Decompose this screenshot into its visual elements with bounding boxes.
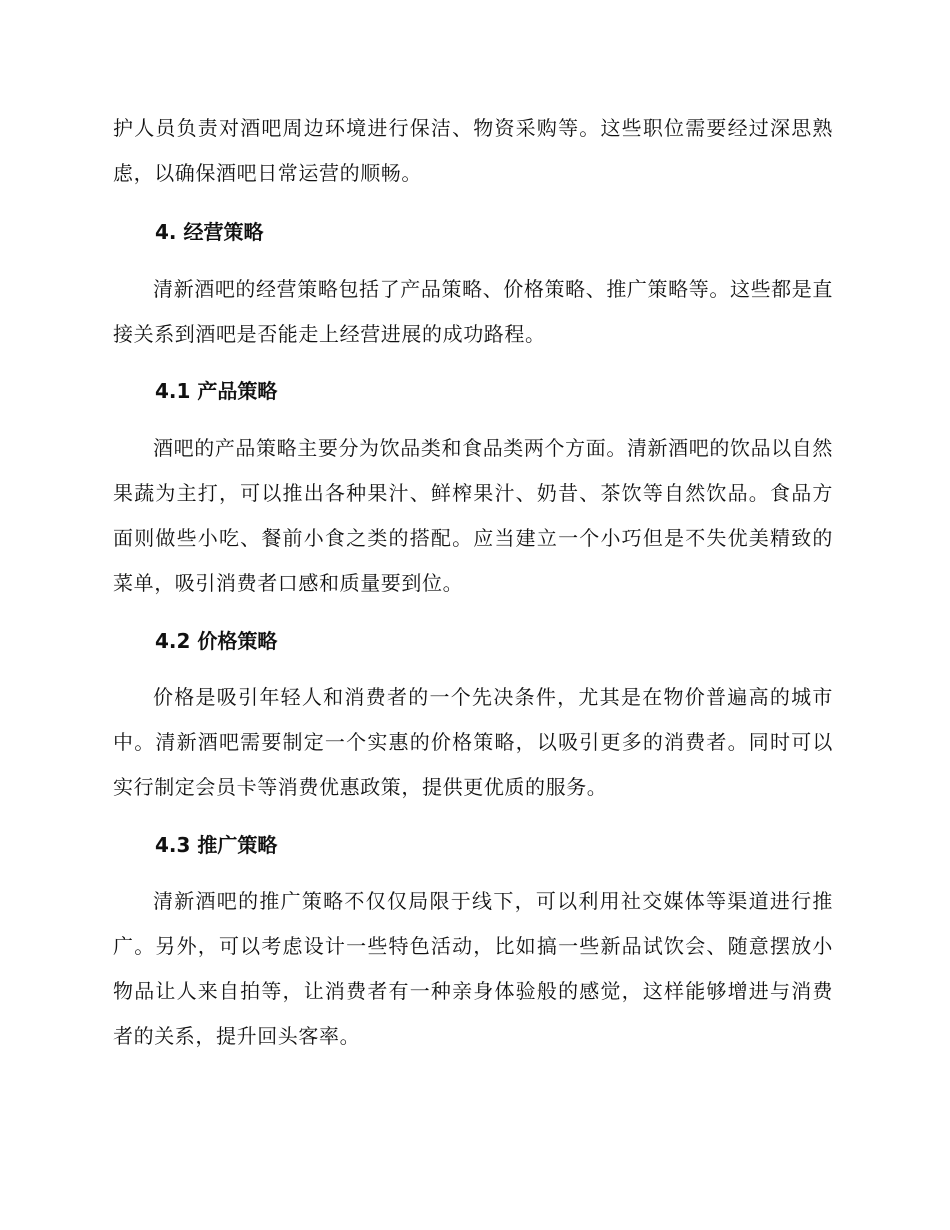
section-heading-4-3: 4.3 推广策略: [155, 833, 278, 857]
paragraph-continuation: 护人员负责对酒吧周边环境进行保洁、物资采购等。这些职位需要经过深思熟虑，以确保酒吧日常运营的顺畅。: [113, 116, 833, 185]
paragraph-business-strategy: 清新酒吧的经营策略包括了产品策略、价格策略、推广策略等。这些都是直接关系到酒吧是否能走上经营进展的成功路程。: [113, 277, 833, 346]
paragraph-product-strategy: 酒吧的产品策略主要分为饮品类和食品类两个方面。清新酒吧的饮品以自然果蔬为主打，可以推出各种果汁、鲜榨果汁、奶昔、茶饮等自然饮品。食品方面则做些小吃、餐前小食之类的搭配。应当建立一个小巧但是不失优美精致的菜单，吸引消费者口感和质量要到位。: [113, 436, 833, 595]
section-heading-4-1: 4.1 产品策略: [155, 379, 278, 403]
section-heading-4-2: 4.2 价格策略: [155, 629, 278, 653]
section-heading-4: 4. 经营策略: [155, 220, 264, 244]
paragraph-promotion-strategy: 清新酒吧的推广策略不仅仅局限于线下，可以利用社交媒体等渠道进行推广。另外，可以考虑设计一些特色活动，比如搞一些新品试饮会、随意摆放小物品让人来自拍等，让消费者有一种亲身体验般的感觉，这样能够增进与消费者的关系，提升回头客率。: [113, 889, 833, 1048]
paragraph-price-strategy: 价格是吸引年轻人和消费者的一个先决条件，尤其是在物价普遍高的城市中。清新酒吧需要制定一个实惠的价格策略，以吸引更多的消费者。同时可以实行制定会员卡等消费优惠政策，提供更优质的服务。: [113, 685, 833, 799]
